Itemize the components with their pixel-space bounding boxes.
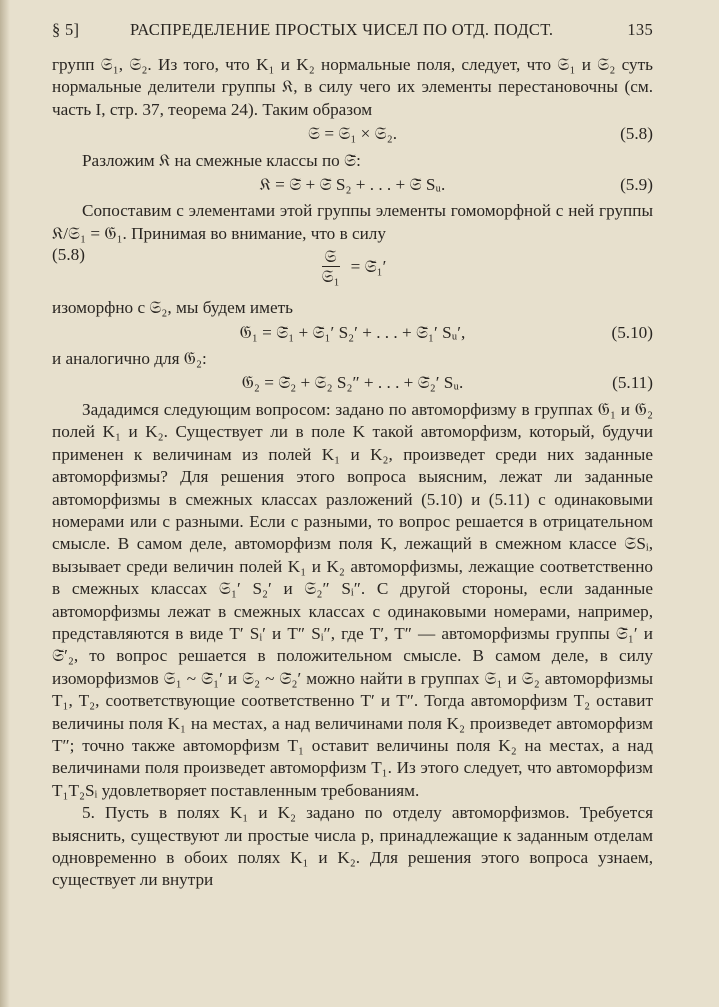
paragraph-1: групп 𝔖₁, 𝔖₂. Из того, что K₁ и K₂ нормальные поля, следует, что 𝔖₁ и 𝔖₂ суть нормальные делители группы 𝔎, в силу чего их элементы перестановочны (см. часть I, стр. 37, теорема 24). Таким образом xyxy=(52,55,653,119)
formula-5-10-body: 𝔊₁ = 𝔖̄₁ + 𝔖̄₁′ S₂′ + . . . + 𝔖̄₁′ Sᵤ′, xyxy=(239,322,466,342)
page-gutter-shadow xyxy=(0,0,10,1007)
formula-5-8 xyxy=(52,123,653,145)
formula-5-11-number: (5.11) xyxy=(612,373,653,393)
formula-5-9 xyxy=(52,174,653,196)
formula-5-8-number: (5.8) xyxy=(620,124,653,144)
formula-5-8-body: 𝔖 = 𝔖₁ × 𝔖₂. xyxy=(307,124,398,144)
header-section: § 5] xyxy=(52,20,80,39)
fraction xyxy=(319,247,343,286)
paragraph-6: Зададимся следующим вопросом: задано по автоморфизму в группах 𝔊₁ и 𝔊₂ полей K₁ и K₂. Существует ли в поле K такой автоморфизм, который, будучи применен к величинам из полей K₁ и K₂, произведет среди них заданные автоморфизмы? Для решения этого вопроса выясним, лежат ли заданные автоморфизмы в смежных классах разложений (5.10) и (5.11) с одинаковыми номерами или с разными. Если с разными, то вопрос решается в отрицательном смысле. В самом деле, автоморфизм поля K, лежащий в смежном классе 𝔖Sᵢ, вызывает среди величин полей K₁ и K₂ автоморфизмы, лежащие соответственно в смежных классах 𝔖₁′ S₂′ и 𝔖₂″ Sᵢ″. С другой стороны, если заданные автоморфизмы лежат в смежных классах с одинаковыми номерами, например, представляются в виде T′ Sᵢ′ и T″ Sᵢ″, где T′, T″ — автоморфизмы группы 𝔖̄₁′ и 𝔖̄′₂, то вопрос решается в положительном смысле. В самом деле, в силу изоморфизмов 𝔖₁ ~ 𝔖̄₁′ и 𝔖₂ ~ 𝔖̄₂′ можно найти в группах 𝔖₁ и 𝔖₂ автоморфизмы T₁, T₂, соответствующие соответственно T′ и T″. Тогда автоморфизм T₂ оставит величины поля K₁ на местах, а над величинами поля K₂ произведет автоморфизм T″; точно также автоморфизм T₁ оставит величины поля K₂ на местах, а над величинами поля произведет автоморфизм T₁. Из этого следует, что автоморфизм T₁T₂Sᵢ удовлетворяет поставленным требованиям. xyxy=(52,399,653,800)
formula-5-11-body: 𝔊₂ = 𝔖̄₂ + 𝔖₂ S₂″ + . . . + 𝔖̄₂′ Sᵤ. xyxy=(241,373,464,393)
formula-5-9-body: 𝔎 = 𝔖̄ + 𝔖̄ S₂ + . . . + 𝔖̄ Sᵤ. xyxy=(259,175,446,195)
fraction-rhs: = 𝔖̄₁′ xyxy=(350,256,387,276)
running-header xyxy=(52,20,653,40)
paragraph-4: изоморфно с 𝔖₂, мы будем иметь xyxy=(52,298,293,318)
paragraph-5: и аналогично для 𝔊₂: xyxy=(52,349,207,369)
paragraph-7: 5. Пусть в полях K₁ и K₂ задано по отделу автоморфизмов. Требуется выяснить, существуют ли простые числа p, принадлежащие к заданным отделам одновременно в обоих полях K₁ и K₂. Для решения этого вопроса узнаем, существует ли внутри xyxy=(52,803,653,890)
fraction-denominator: 𝔖₁ xyxy=(321,267,340,287)
fraction-numerator: 𝔖 xyxy=(322,247,340,267)
formula-5-11 xyxy=(52,372,653,394)
formula-5-9-number: (5.9) xyxy=(620,175,653,195)
paragraph-3: Сопоставим с элементами этой группы элементы гомоморфной с ней группы 𝔎/𝔖₁ = 𝔊₁. Принимая во внимание, что в силу xyxy=(52,201,653,243)
paragraph-2: Разложим 𝔎 на смежные классы по 𝔖̄: xyxy=(82,150,361,170)
page-number: 135 xyxy=(627,20,653,39)
header-title: РАСПРЕДЕЛЕНИЕ ПРОСТЫХ ЧИСЕЛ ПО ОТД. ПОДСТ. xyxy=(130,20,554,39)
formula-5-10 xyxy=(52,322,653,344)
fraction-formula-ref: (5.8) xyxy=(52,245,85,265)
fraction-formula xyxy=(52,245,653,291)
formula-5-10-number: (5.10) xyxy=(611,322,653,342)
